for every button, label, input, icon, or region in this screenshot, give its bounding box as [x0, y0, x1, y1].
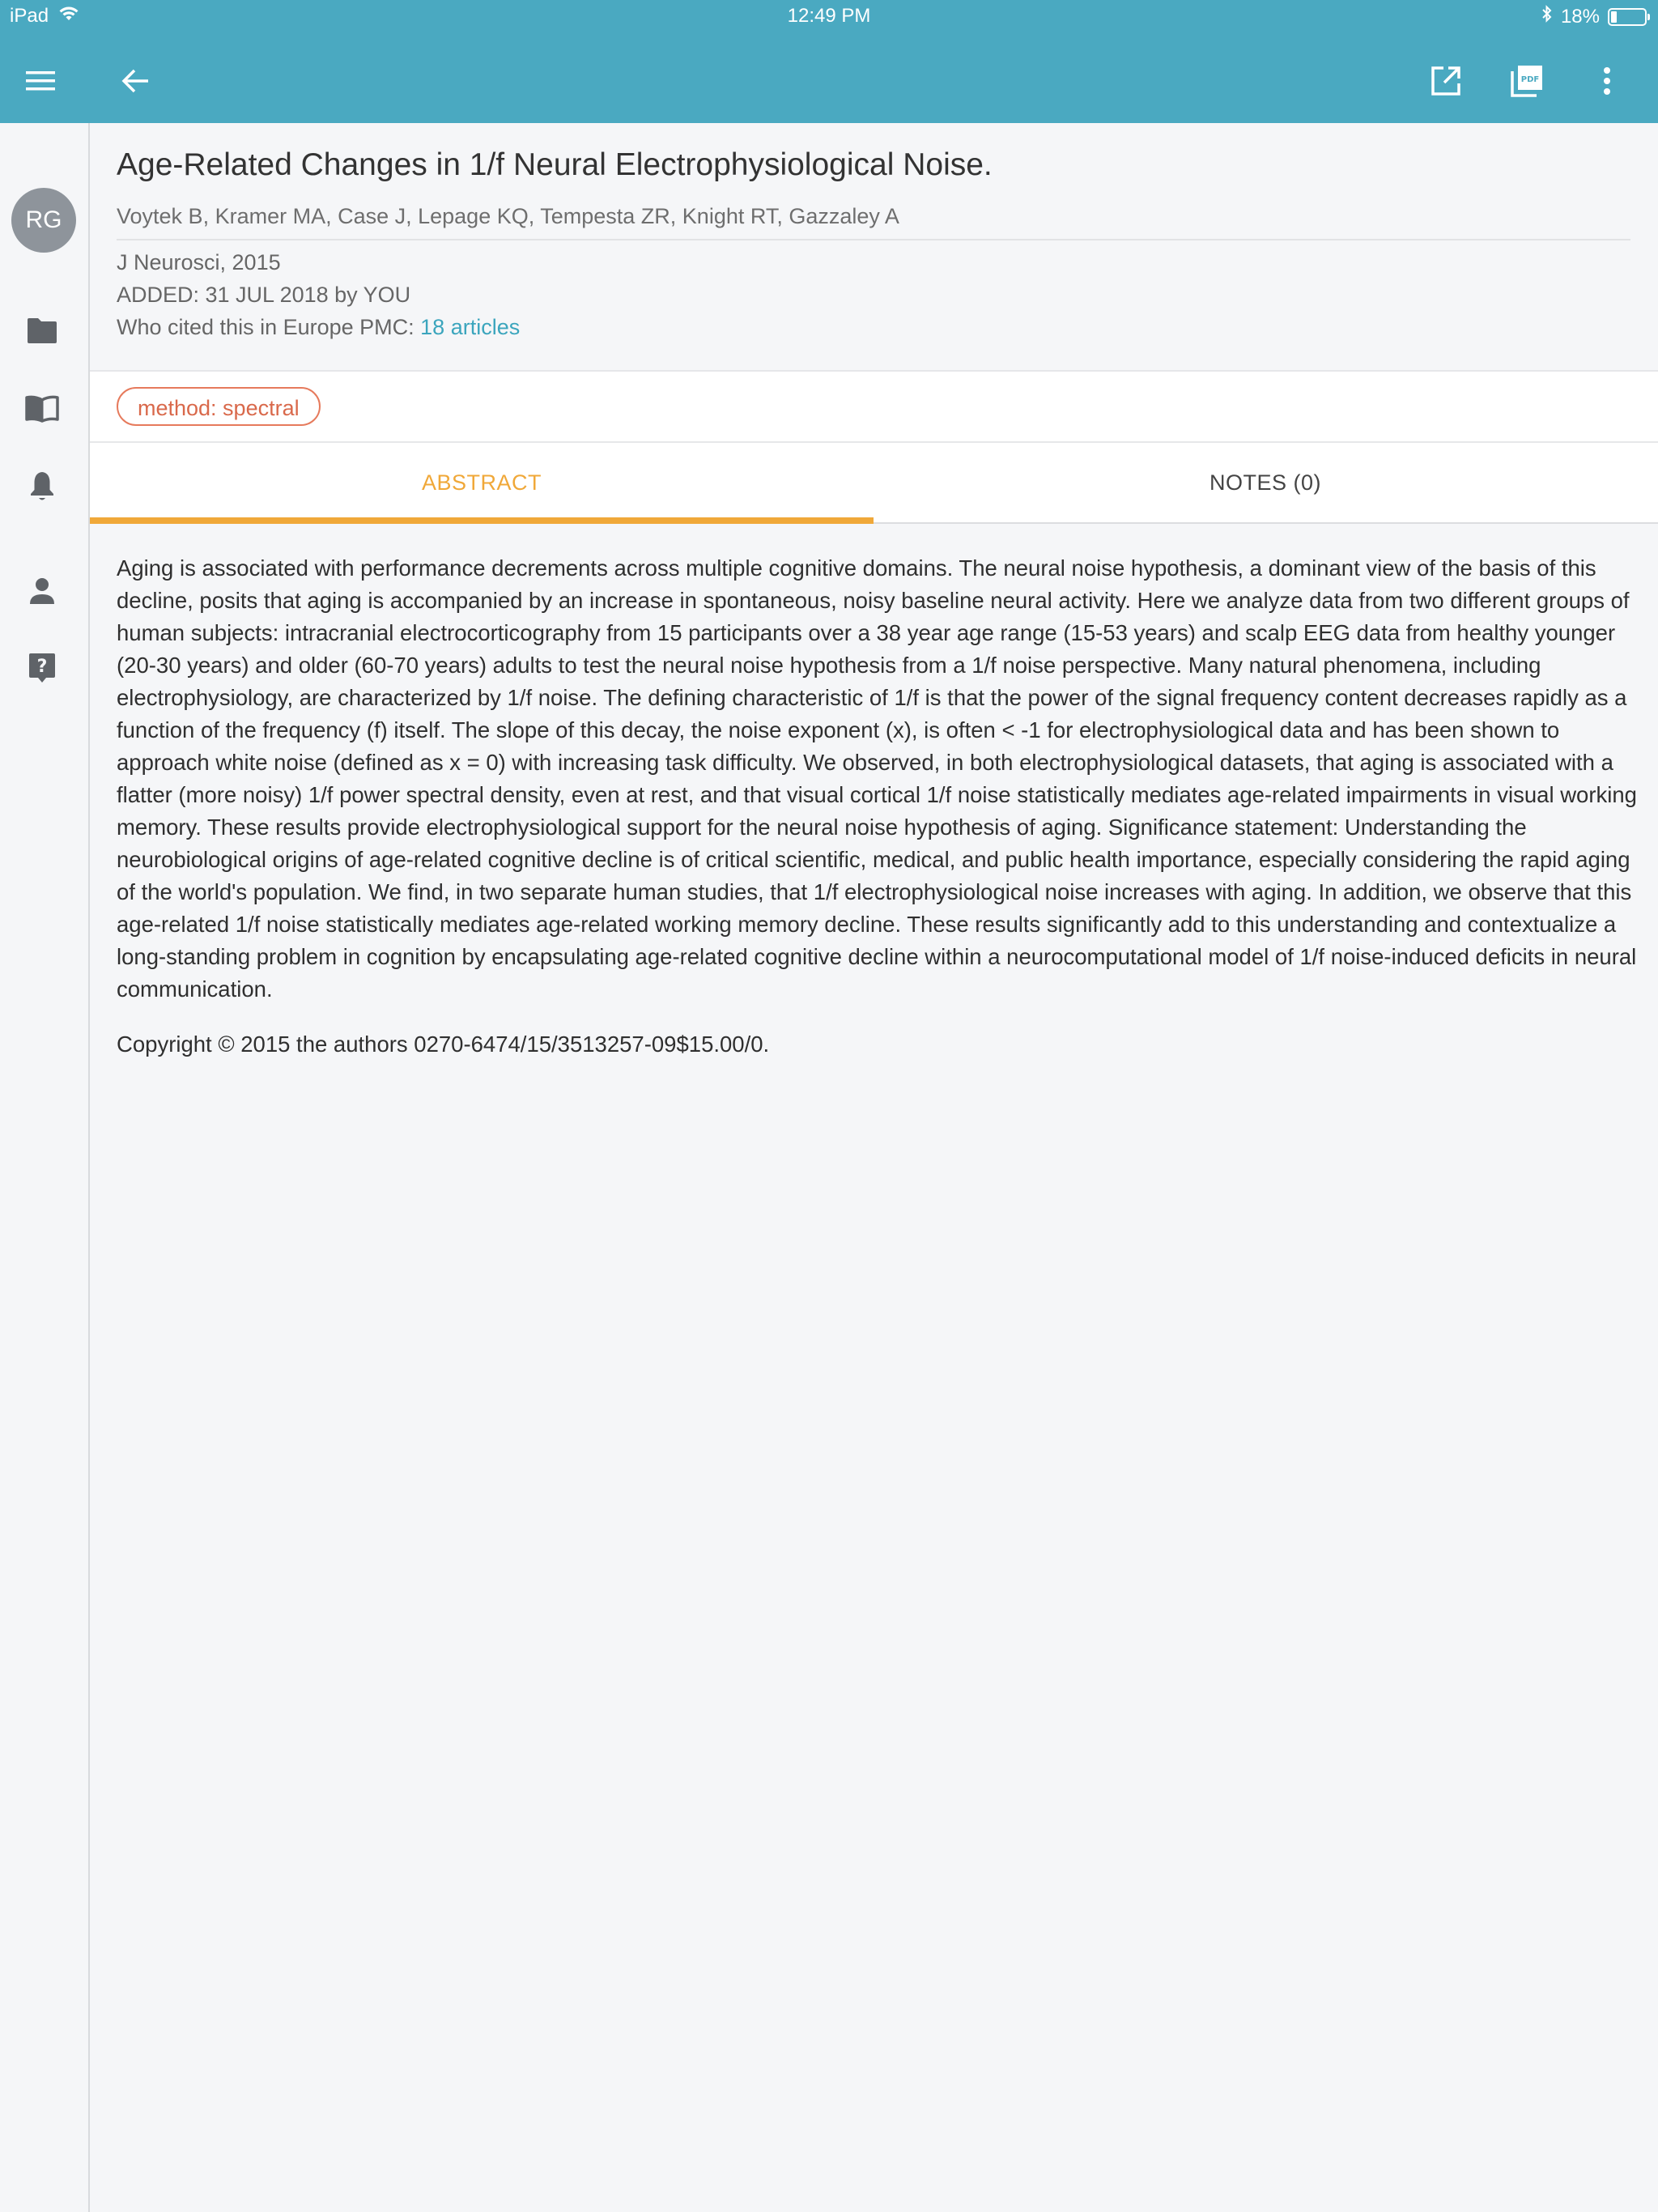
tab-notes[interactable]	[874, 443, 1657, 522]
app-header	[0, 0, 1658, 123]
svg-text:PDF: PDF	[1520, 75, 1540, 84]
tag-chip[interactable]: method: spectral	[117, 387, 321, 426]
bell-icon[interactable]	[19, 463, 65, 508]
added-info: ADDED: 31 JUL 2018 by YOU	[117, 283, 411, 307]
article-title: Age-Related Changes in 1/f Neural Electrophysiological Noise.	[117, 147, 993, 182]
more-vertical-icon[interactable]	[1583, 57, 1631, 105]
svg-text:?: ?	[36, 657, 48, 677]
article-meta	[90, 123, 1658, 370]
cited-articles-link[interactable]: 18 articles	[420, 315, 521, 339]
meta-divider	[117, 239, 1630, 240]
active-tab-indicator	[90, 517, 874, 524]
open-external-icon[interactable]	[1422, 57, 1470, 105]
article-authors: Voytek B, Kramer MA, Case J, Lepage KQ, Tempesta ZR, Knight RT, Gazzaley A	[117, 204, 899, 228]
tab-notes-label: NOTES (0)	[1209, 470, 1321, 495]
book-icon[interactable]	[19, 386, 65, 432]
article-detail	[90, 123, 1658, 2212]
tab-abstract[interactable]	[90, 443, 874, 522]
status-bar	[0, 0, 1658, 32]
tag-bar	[90, 370, 1658, 443]
folder-icon[interactable]	[19, 308, 65, 353]
tab-abstract-label: ABSTRACT	[421, 470, 542, 495]
battery-percent: 18%	[1560, 5, 1600, 28]
citation-info	[117, 315, 520, 340]
sidebar	[0, 123, 90, 2212]
tab-bar	[90, 443, 1658, 524]
person-icon[interactable]	[19, 568, 65, 614]
cited-label: Who cited this in Europe PMC:	[117, 315, 421, 339]
avatar[interactable]: RG	[11, 188, 76, 253]
abstract-text: Aging is associated with performance decrements across multiple cognitive domains. The neural noise hypothesis, a dominant view of the basis of this decline, posits that aging is accompanied by an increase in spontaneous, noisy baseline neural activity. Here we analyze data from two different groups of human subjects: intracranial electrocorticography from 15 participants over a 38 year age range (15-53 years) and scalp EEG data from healthy younger (20-30 years) and older (60-70 years) adults to test the neural noise hypothesis from a 1/f noise perspective. Many natural phenomena, including electrophysiology, are characterized by 1/f noise. The defining characteristic of 1/f is that the power of the signal frequency content decreases rapidly as a function of the frequency (f) itself. The slope of this decay, the noise exponent (x), is often < -1 for electrophysiological data and has been shown to approach white noise (defined as x = 0) with increasing task difficulty. We observed, in both electrophysiological datasets, that aging is associated with a flatter (more noisy) 1/f power spectral density, even at rest, and that visual cortical 1/f noise statistically mediates age-related impairments in visual working memory. These results provide electrophysiological support for the neural noise hypothesis of aging. Significance statement: Understanding the neurobiological origins of age-related cognitive decline is of critical scientific, medical, and public health importance, especially considering the rapid aging of the world's population. We find, in two separate human studies, that 1/f electrophysiological noise increases with aging. In addition, we observe that this age-related 1/f noise statistically mediates age-related working memory decline. These results significantly add to this understanding and contextualize a long-standing problem in cognition by encapsulating age-related cognitive decline within a neurocomputational model of 1/f noise-induced deficits in neural communication.	[117, 555, 1637, 1002]
device-label: iPad	[10, 5, 49, 27]
help-icon[interactable]	[19, 645, 65, 691]
bluetooth-icon	[1541, 5, 1553, 28]
status-time: 12:49 PM	[787, 5, 871, 27]
arrow-back-icon[interactable]	[111, 57, 159, 105]
menu-icon[interactable]	[16, 57, 65, 105]
status-right	[1541, 5, 1647, 28]
battery-icon	[1608, 8, 1647, 26]
pdf-icon[interactable]	[1503, 57, 1551, 105]
journal-info: J Neurosci, 2015	[117, 250, 281, 274]
copyright-text: Copyright © 2015 the authors 0270-6474/15/3513257-09$15.00/0.	[117, 1032, 770, 1057]
